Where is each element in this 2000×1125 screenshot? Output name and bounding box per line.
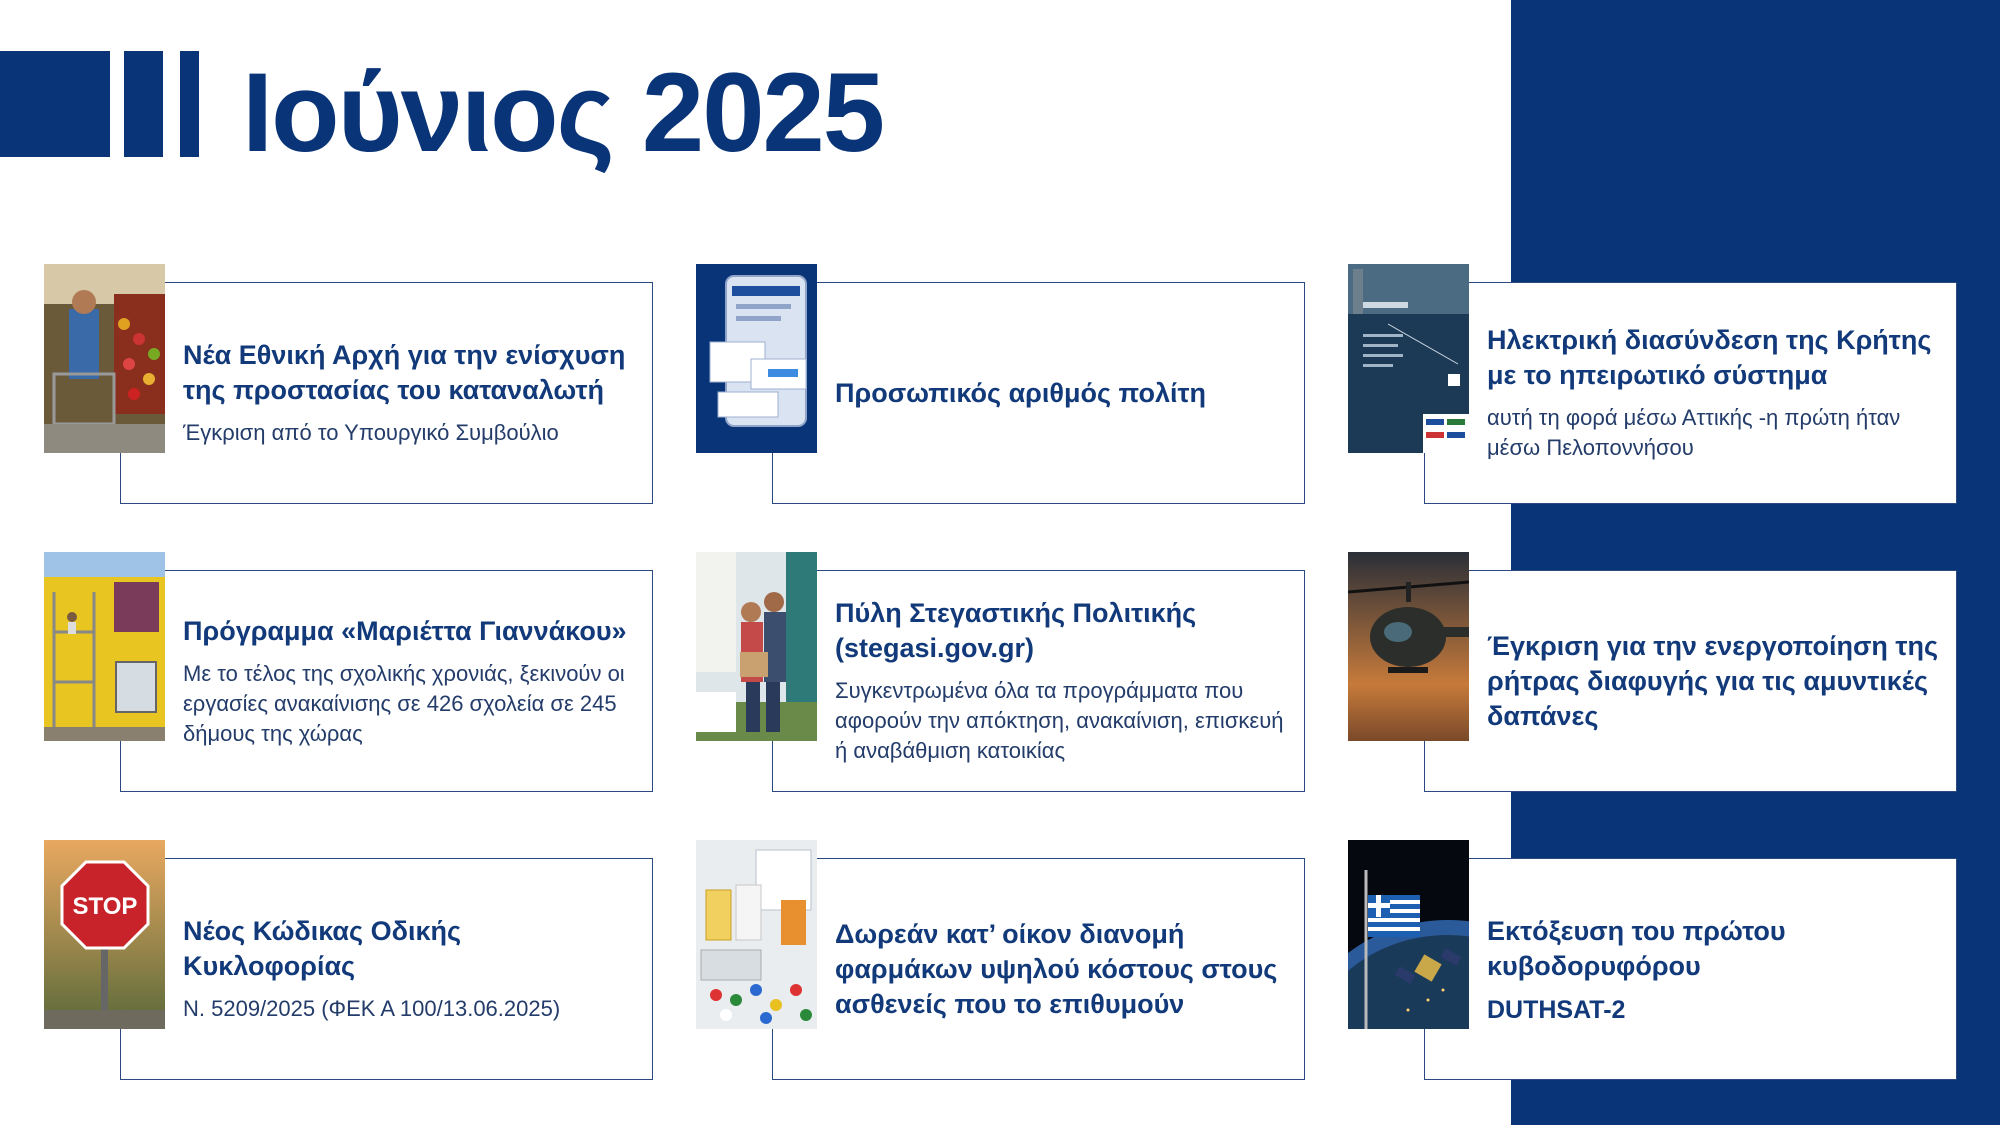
card-heading: Δωρεάν κατ’ οίκον διανομή φαρμάκων υψηλού κόστους στους ασθενείς που το επιθυμούν xyxy=(835,918,1278,1019)
card-heading: Ηλεκτρική διασύνδεση της Κρήτης με το ηπειρωτικό σύστημα xyxy=(1487,325,1932,390)
card-heading: Πρόγραμμα «Μαριέττα Γιαννάκου» xyxy=(183,615,627,646)
news-card-medicine-home-delivery[interactable] xyxy=(772,858,1305,1080)
card-heading: Νέα Εθνική Αρχή για την ενίσχυση της προστασίας του καταναλωτή xyxy=(183,340,626,405)
news-card-personal-citizen-number[interactable] xyxy=(772,282,1305,504)
card-subtitle: Ν. 5209/2025 (ΦΕΚ Α 100/13.06.2025) xyxy=(183,996,561,1021)
card-subtitle: Έγκριση από το Υπουργικό Συμβούλιο xyxy=(183,420,559,445)
tablet-forms-image xyxy=(696,264,817,453)
crete-interconnection-image xyxy=(1348,264,1469,453)
news-card-school-renovation[interactable] xyxy=(120,570,653,792)
card-heading: Εκτόξευση του πρώτου κυβοδορυφόρου xyxy=(1487,915,1786,981)
title-bar-block-mid xyxy=(124,51,163,157)
supermarket-shopper-image xyxy=(44,264,165,453)
news-card-traffic-code[interactable] xyxy=(120,858,653,1080)
card-heading: Προσωπικός αριθμός πολίτη xyxy=(835,377,1207,408)
card-heading: Πύλη Στεγαστικής Πολιτικής (stegasi.gov.gr) xyxy=(835,598,1197,663)
medicine-pills-image xyxy=(696,840,817,1029)
stop-sign-image xyxy=(44,840,165,1029)
card-subtitle: αυτή τη φορά μέσω Αττικής -η πρώτη ήταν μέσω Πελοποννήσου xyxy=(1487,405,1901,460)
greek-flag-satellite-image xyxy=(1348,840,1469,1029)
couple-new-home-image xyxy=(696,552,817,741)
title-bar-block-wide xyxy=(0,51,110,157)
news-card-housing-portal[interactable] xyxy=(772,570,1305,792)
page-title: Ιούνιος 2025 xyxy=(242,50,884,175)
news-card-defense-escape-clause[interactable] xyxy=(1424,570,1957,792)
title-bar-block-thin xyxy=(180,51,199,157)
card-heading: Νέος Κώδικας Οδικής Κυκλοφορίας xyxy=(183,916,462,981)
news-card-cubesat-launch[interactable] xyxy=(1424,858,1957,1080)
svg-text:STOP: STOP xyxy=(72,893,138,920)
card-subtitle: Με το τέλος της σχολικής χρονιάς, ξεκινούν οι εργασίες ανακαίνισης σε 426 σχολεία σε 245 δήμους της χώρας xyxy=(183,660,625,746)
card-heading: Έγκριση για την ενεργοποίηση της ρήτρας διαφυγής για τις αμυντικές δαπάνες xyxy=(1487,630,1939,731)
card-subtitle: DUTHSAT-2 xyxy=(1487,995,1626,1024)
military-helicopter-image xyxy=(1348,552,1469,741)
news-card-crete-interconnection[interactable] xyxy=(1424,282,1957,504)
school-renovation-image xyxy=(44,552,165,741)
card-subtitle: Συγκεντρωμένα όλα τα προγράμματα που αφορούν την απόκτηση, ανακαίνιση, επισκευή ή αναβάθμιση κατοικίας xyxy=(835,678,1284,763)
news-card-consumer-authority[interactable] xyxy=(120,282,653,504)
